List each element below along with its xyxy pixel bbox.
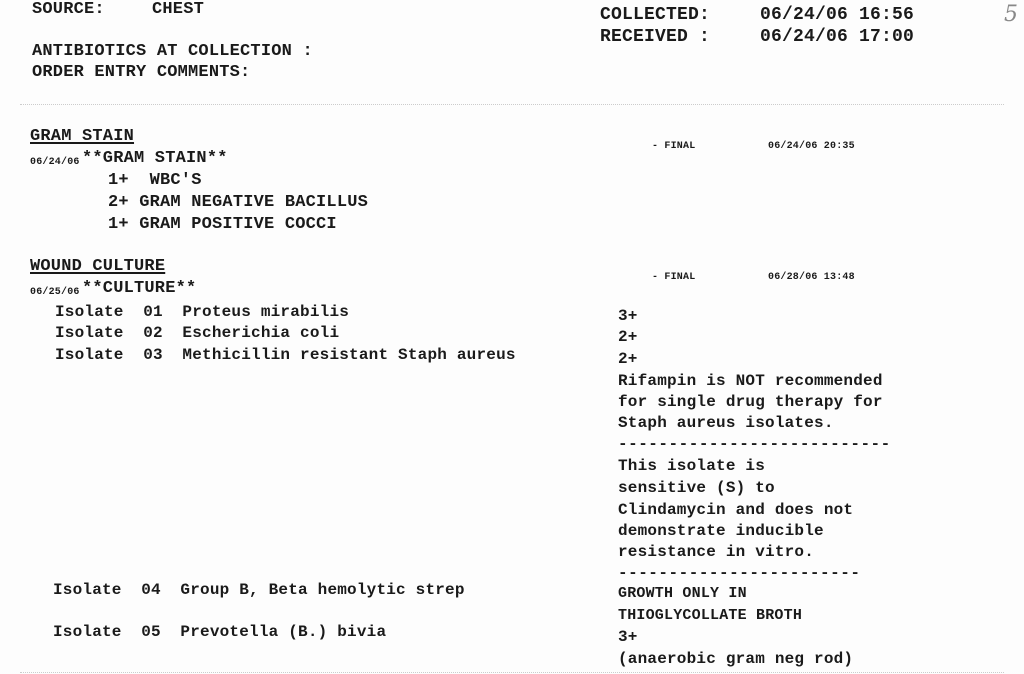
comment-separator: ------------------------ <box>618 564 861 582</box>
isolate-result: 3+ <box>618 628 638 646</box>
isolate-result: 2+ <box>618 328 638 346</box>
isolate-comment: Clindamycin and does not <box>618 501 854 519</box>
isolate-label: Isolate 02 Escherichia coli <box>55 324 340 342</box>
isolate-result: 2+ <box>618 350 638 368</box>
isolate-comment: Staph aureus isolates. <box>618 414 834 432</box>
gram-stain-title: GRAM STAIN <box>30 127 135 146</box>
antibiotics-label: ANTIBIOTICS AT COLLECTION : <box>32 42 313 61</box>
gram-stain-line: 1+ GRAM POSITIVE COCCI <box>108 215 337 234</box>
gram-stain-heading: **GRAM STAIN** <box>82 149 228 168</box>
wound-culture-date: 06/25/06 <box>30 287 80 298</box>
received-value: 06/24/06 17:00 <box>760 27 915 47</box>
wound-culture-status: - FINAL <box>652 272 696 283</box>
isolate-comment: resistance in vitro. <box>618 543 815 561</box>
wound-culture-title: WOUND CULTURE <box>30 257 166 276</box>
isolate-comment: for single drug therapy for <box>618 393 883 411</box>
isolate-comment: (anaerobic gram neg rod) <box>618 650 854 668</box>
gram-stain-status: - FINAL <box>652 141 696 152</box>
comment-separator: --------------------------- <box>618 435 891 453</box>
wound-culture-status-datetime: 06/28/06 13:48 <box>768 272 855 283</box>
isolate-label: Isolate 04 Group B, Beta hemolytic strep <box>53 581 465 599</box>
gram-stain-date: 06/24/06 <box>30 157 80 168</box>
collected-label: COLLECTED: <box>600 5 711 25</box>
isolate-result: 3+ <box>618 307 638 325</box>
gram-stain-line: 1+ WBC'S <box>108 171 202 190</box>
order-comments-label: ORDER ENTRY COMMENTS: <box>32 63 251 82</box>
gram-stain-line: 2+ GRAM NEGATIVE BACILLUS <box>108 193 369 212</box>
page-number-mark: 5 <box>1004 2 1018 27</box>
section-divider <box>20 104 1004 105</box>
isolate-comment: sensitive (S) to <box>618 479 775 497</box>
isolate-label: Isolate 01 Proteus mirabilis <box>55 303 350 321</box>
source-label: SOURCE: <box>32 0 105 19</box>
isolate-label: Isolate 03 Methicillin resistant Staph aureus <box>55 346 516 364</box>
isolate-comment: This isolate is <box>618 457 766 475</box>
wound-culture-heading: **CULTURE** <box>82 279 197 298</box>
page-bottom-divider <box>20 672 1004 673</box>
isolate-result: GROWTH ONLY IN <box>618 585 747 602</box>
isolate-comment: Rifampin is NOT recommended <box>618 372 883 390</box>
isolate-comment: THIOGLYCOLLATE BROTH <box>618 607 803 624</box>
received-label: RECEIVED : <box>600 27 711 47</box>
source-value: CHEST <box>152 0 205 19</box>
collected-value: 06/24/06 16:56 <box>760 5 915 25</box>
isolate-label: Isolate 05 Prevotella (B.) bivia <box>53 623 387 641</box>
gram-stain-status-datetime: 06/24/06 20:35 <box>768 141 855 152</box>
isolate-comment: demonstrate inducible <box>618 522 824 540</box>
